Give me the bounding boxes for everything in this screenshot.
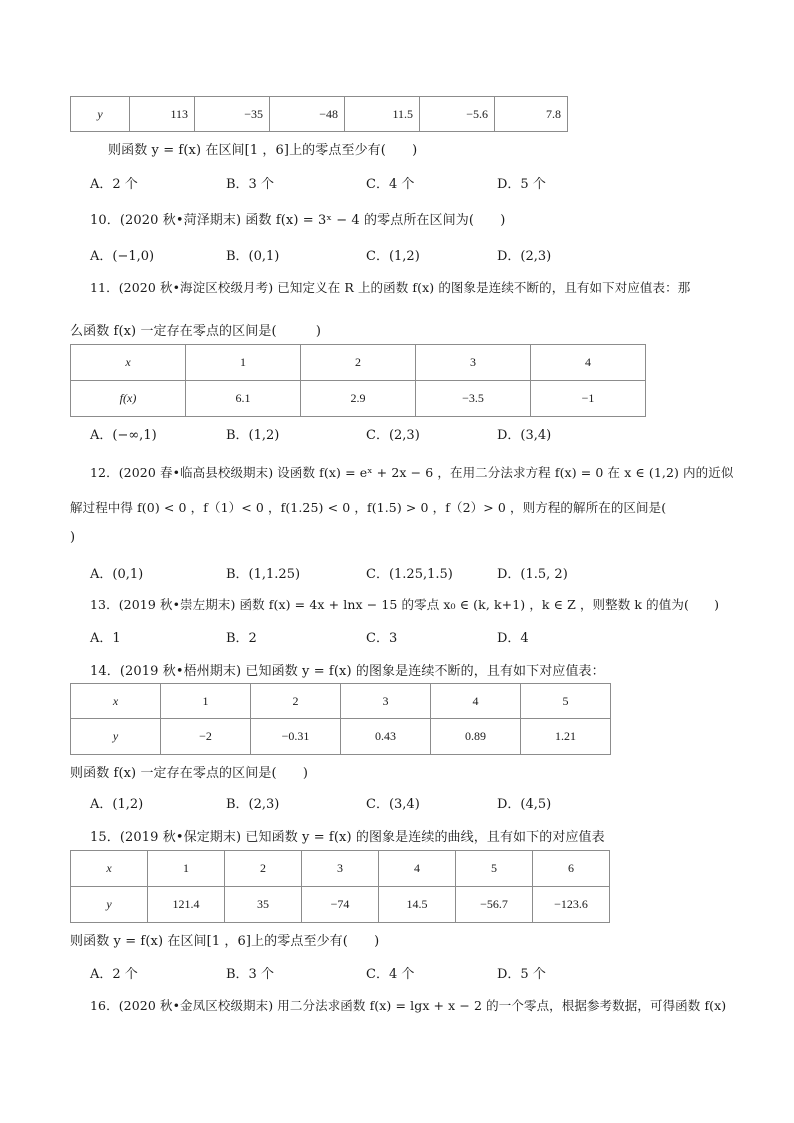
table-header-cell: 3 <box>302 851 379 887</box>
table-header-cell: x <box>71 345 186 381</box>
option-a: A．2 个 <box>90 967 138 982</box>
table-header-cell: 3 <box>341 684 431 719</box>
table-cell: −3.5 <box>416 381 531 417</box>
table-header-cell: 4 <box>531 345 646 381</box>
table-cell: −56.7 <box>456 887 533 923</box>
table-cell: 7.8 <box>495 97 568 132</box>
table-header-cell: 4 <box>379 851 456 887</box>
table-cell: −2 <box>161 719 251 755</box>
question-16-stem: 16．(2020 秋•金凤区校级期末) 用二分法求函数 f(x) = lgx + x − 2 的一个零点，根据参考数据，可得函数 f(x) <box>90 998 727 1013</box>
option-b: B．3 个 <box>226 967 274 982</box>
table-header-cell: 6 <box>533 851 610 887</box>
question-12-stem-line1: 12．(2020 春•临高县校级期末) 设函数 f(x) = eˣ + 2x − 6 ，在用二分法求方程 f(x) = 0 在 x ∈ (1,2) 内的近似 <box>90 465 734 480</box>
table-cell: −5.6 <box>420 97 495 132</box>
option-a: A．(0,1) <box>90 567 144 582</box>
option-a: A．1 <box>90 631 121 646</box>
option-b: B．(2,3) <box>226 797 280 812</box>
table-cell: 121.4 <box>148 887 225 923</box>
option-d: D．(3,4) <box>497 428 552 443</box>
table-cell: −123.6 <box>533 887 610 923</box>
value-table-q14 <box>70 683 611 755</box>
table-cell: f(x) <box>71 381 186 417</box>
option-b: B．(0,1) <box>226 249 280 264</box>
table-cell: 35 <box>225 887 302 923</box>
table-cell: y <box>71 719 161 755</box>
option-b: B．2 <box>226 631 257 646</box>
value-table-top <box>70 96 568 132</box>
table-header-cell: 2 <box>301 345 416 381</box>
option-b: B．(1,1.25) <box>226 567 301 582</box>
option-d: D．4 <box>497 631 529 646</box>
table-cell: 2.9 <box>301 381 416 417</box>
option-c: C．4 个 <box>366 177 415 192</box>
table-header-cell: 4 <box>431 684 521 719</box>
table-cell: −74 <box>302 887 379 923</box>
table-header-cell: x <box>71 851 148 887</box>
option-a: A．2 个 <box>90 177 138 192</box>
question-9-tail: 则函数 y = f(x) 在区间[1 ，6]上的零点至少有( ) <box>108 143 418 158</box>
table-cell: y <box>71 97 130 132</box>
question-10-stem: 10．(2020 秋•菏泽期末) 函数 f(x) = 3ˣ − 4 的零点所在区间为( ) <box>90 213 506 228</box>
option-a: A．(−∞,1) <box>90 428 157 443</box>
table-cell: 1.21 <box>521 719 611 755</box>
table-cell: −0.31 <box>251 719 341 755</box>
table-header-cell: 2 <box>225 851 302 887</box>
question-13-stem: 13．(2019 秋•崇左期末) 函数 f(x) = 4x + lnx − 15 的零点 x₀ ∈ (k, k+1) ，k ∈ Z ，则整数 k 的值为( ) <box>90 597 720 612</box>
option-a: A．(−1,0) <box>90 249 155 264</box>
table-cell: 113 <box>130 97 195 132</box>
table-cell: −48 <box>270 97 345 132</box>
table-cell: 0.43 <box>341 719 431 755</box>
option-b: B．(1,2) <box>226 428 280 443</box>
value-table-q11 <box>70 344 646 417</box>
option-d: D．(2,3) <box>497 249 552 264</box>
question-12-stem-line3: ) <box>70 530 76 545</box>
option-d: D．(1.5, 2) <box>497 567 568 582</box>
option-d: D．5 个 <box>497 967 546 982</box>
option-d: D．(4,5) <box>497 797 552 812</box>
question-11-stem-line2: 么函数 f(x) 一定存在零点的区间是( ) <box>70 324 322 339</box>
table-header-cell: 3 <box>416 345 531 381</box>
option-c: C．(1.25,1.5) <box>366 567 453 582</box>
option-c: C．(2,3) <box>366 428 420 443</box>
question-14-tail: 则函数 f(x) 一定存在零点的区间是( ) <box>70 766 308 781</box>
option-c: C．(3,4) <box>366 797 420 812</box>
table-header-cell: 1 <box>148 851 225 887</box>
table-cell: −35 <box>195 97 270 132</box>
table-cell: 11.5 <box>345 97 420 132</box>
table-cell: 14.5 <box>379 887 456 923</box>
option-a: A．(1,2) <box>90 797 144 812</box>
option-d: D．5 个 <box>497 177 546 192</box>
table-cell: 0.89 <box>431 719 521 755</box>
table-cell: −1 <box>531 381 646 417</box>
table-header-cell: 1 <box>186 345 301 381</box>
table-header-cell: 1 <box>161 684 251 719</box>
option-c: C．4 个 <box>366 967 415 982</box>
table-cell: y <box>71 887 148 923</box>
question-15-stem: 15．(2019 秋•保定期末) 已知函数 y = f(x) 的图象是连续的曲线，且有如下的对应值表 <box>90 830 605 845</box>
table-header-cell: 2 <box>251 684 341 719</box>
table-header-cell: 5 <box>521 684 611 719</box>
option-b: B．3 个 <box>226 177 274 192</box>
table-header-cell: x <box>71 684 161 719</box>
option-c: C．3 <box>366 631 398 646</box>
table-header-cell: 5 <box>456 851 533 887</box>
question-11-stem-line1: 11．(2020 秋•海淀区校级月考) 已知定义在 R 上的函数 f(x) 的图象是连续不断的，且有如下对应值表：那 <box>90 280 691 295</box>
table-cell: 6.1 <box>186 381 301 417</box>
value-table-q15 <box>70 850 610 923</box>
question-15-tail: 则函数 y = f(x) 在区间[1 ，6]上的零点至少有( ) <box>70 934 380 949</box>
option-c: C．(1,2) <box>366 249 420 264</box>
question-12-stem-line2: 解过程中得 f(0) < 0 ，f（1）< 0 ，f(1.25) < 0 ，f(1.5) > 0 ，f（2）> 0 ，则方程的解所在的区间是( <box>70 500 667 515</box>
question-14-stem: 14．(2019 秋•梧州期末) 已知函数 y = f(x) 的图象是连续不断的，且有如下对应值表： <box>90 664 605 679</box>
